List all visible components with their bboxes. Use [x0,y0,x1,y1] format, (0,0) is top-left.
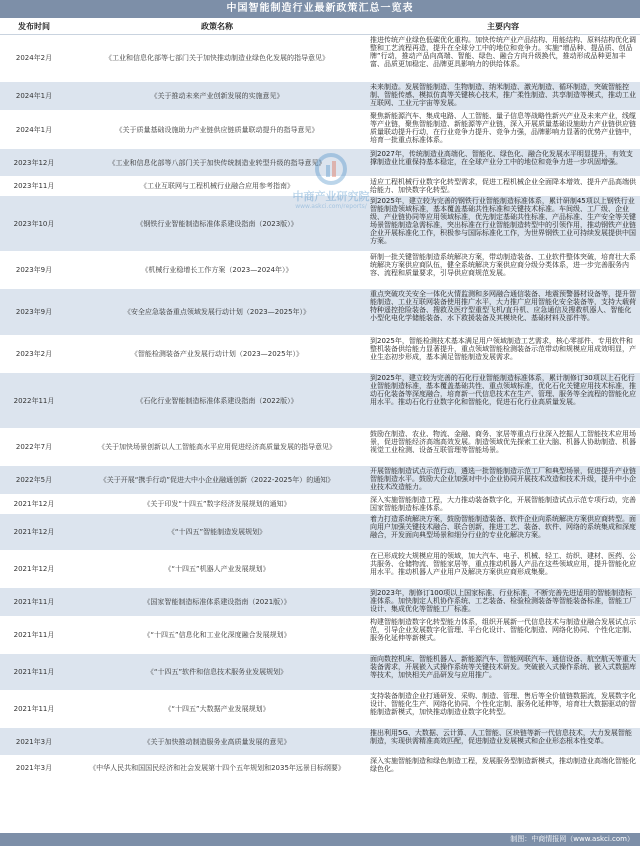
row-policy-name: 《“十四五”信息化和工业化深度融合发展规划》 [143,631,291,639]
table-row [0,514,640,551]
row-content: 鼓励在制造、农业、物流、金融、商务、家居等重点行业深入挖掘人工智能技术应用场景，促进智能经济高端高效发展。制造领域优先探索工业大脑、机器人协助制造、机器视觉工业检测、设备互联管理等智能场景。 [370,430,636,454]
table-row [0,373,640,429]
row-date: 2023年11月 [13,182,55,190]
row-content: 适应工程机械行业数字化转型需求，促进工程机械企业全面降本增效、提升产品高端供给能力、加快数字化转型。 [370,178,636,194]
table-row [0,466,640,495]
row-date: 2021年11月 [13,598,55,606]
table-title: 中国智能制造行业最新政策汇总一览表 [0,0,640,18]
row-date: 2023年9月 [15,266,53,274]
table-row [0,588,640,617]
row-content: 聚焦新能源汽车、集成电路、人工智能、量子信息等战略性新兴产业及未来产业，线缆等产业链，聚焦智能制造、新能源等产业链，深入开展质量基础设施助力产业链供应链质量联动提升行动，在行业竞争力提升、竞争力强，品牌影响力显著的优势产业链中，培育一批重点标准体系。 [370,112,636,144]
table-row [0,289,640,336]
table-row [0,149,640,177]
table-row [0,429,640,466]
watermark-name: 中商产业研究院 [292,190,370,203]
row-policy-name: 《钢铁行业智能制造标准体系建设指南（2023版）》 [136,219,298,228]
row-content: 构建智能制造数字化转型能力体系，组织开展新一代信息技术与制造业融合发展试点示范，引导企业发展数字化管理、平台化设计、智能化制造、网络化协同、个性化定制、服务化延伸等新模式。 [370,618,636,642]
row-policy-name: 《关于印发“十四五”数字经济发展规划的通知》 [143,500,291,508]
row-policy-name: 《工业和信息化部等八部门关于加快传统制造业转型升级的指导意见》 [108,158,326,167]
row-date: 2022年11月 [13,396,55,405]
row-content: 支持装备制造企业打通研发、采购、制造、管理、售后等全价值链数据流，发展数字化设计、智能化生产、网络化协同、个性化定制、服务化延伸等，培育壮大数据驱动的智能制造新模式，加快推动制造业数字化转型。 [370,692,636,716]
table-row [0,336,640,373]
row-date: 2023年2月 [15,350,53,358]
table-row [0,177,640,196]
table-row [0,617,640,654]
row-date: 2023年12月 [13,158,55,167]
table-header [0,18,640,35]
row-date: 2022年5月 [15,476,53,484]
row-policy-name: 《安全应急装备重点领域发展行动计划（2023—2025年）》 [123,308,311,316]
header-date: 发布时间 [18,21,50,31]
table-row [0,691,640,728]
row-date: 2021年11月 [13,631,55,639]
row-content: 到2023年，制修订100项以上国家标准、行业标准，不断完善先进适用的智能制造标准体系。加快制定人机协作系统、工艺装备、检验检测装备等智能装备标准，智能工厂设计、集成优化等智能工厂标准。 [370,589,636,613]
row-policy-name: 《国家智能制造标准体系建设指南（2021版）》 [143,598,291,606]
row-content: 重点突破攻关安全一体化火情监测和多网融合通信装备、地震预警器材设备等，提升智能制造、工业互联网装备使用推广水平，大力推广应用智能化安全装备等，支持大载荷特种遥控抢险装备、搜救及医疗型重型飞机/直升机、应急通信及搜救机器人、智能化小型化电化学储能装备、水下救援装备及其模块化、基础材料及部件等。 [370,290,636,322]
row-policy-name: 《石化行业智能制造标准体系建设指南（2022版）》 [136,396,298,405]
table-row [0,252,640,289]
row-date: 2022年7月 [15,443,53,451]
row-date: 2021年12月 [13,500,55,508]
row-content: 研制一批关键智能制造系统解决方案，带动制造装备、工业软件整体突破，培育壮大系统解决方案供应商队伍，健全系统解决方案供应商分级分类体系，进一步完善服务内容、流程和质量要求，引导供应商规范发展。 [370,253,636,277]
row-content: 开展智能制造试点示范行动，遴选一批智能制造示范工厂和典型场景，促进提升产业链智能制造水平。鼓励大企业加强对中小企业协同开展技术改造和技术升级，提升中小企业技术改造能力。 [370,467,636,491]
row-policy-name: 《关于加快推动制造服务业高质量发展的意见》 [143,737,291,746]
row-date: 2024年1月 [15,125,53,134]
row-policy-name: 《工业互联网与工程机械行业融合应用参考指南》 [140,182,294,190]
row-content: 到2025年，建立较为完善的钢铁行业智能制造标准体系，累计研制45项以上钢铁行业智能制造领域标准，基本覆盖基础共性标准和关键技术标准。车间级、工厂级、企业级、产业链协同等应用领域标准，优先制定基础共性标准、产品标准、生产安全等关键场景智能制造急需标准，突出标准在行业智能制造转型中的引领作用，推动钢铁产业链企业开展标准化工作，积极参与国际标准化工作，为世界钢铁工业可持续发展提供中国方案。 [370,197,636,245]
row-date: 2021年3月 [15,763,53,772]
row-date: 2024年2月 [15,54,53,62]
row-content: 推进传统产业绿色低碳优化重构。加快传统产业产品结构、用能结构、原料结构优化调整和工艺流程再造，提升在全球分工中的地位和竞争力。实施“增品种、提品质、创品牌”行动，推动产品向高端、智能、绿色、融合方向升级换代，推动形成品种更加丰富、品质更加稳定、品牌更具影响力的供给体系。 [370,36,636,68]
row-content: 深入实施智能制造工程，大力推动装备数字化，开展智能制造试点示范专项行动，完善国家智能制造标准体系。 [370,496,636,512]
row-policy-name: 《智能检测装备产业发展行动计划（2023—2025年）》 [130,350,304,358]
row-date: 2023年9月 [15,308,53,316]
row-policy-name: 《中华人民共和国国民经济和社会发展第十四个五年规划和2035年远景目标纲要》 [89,763,345,772]
row-policy-name: 《关于加快场景创新以人工智能高水平应用促进经济高质量发展的指导意见》 [98,443,336,451]
table-row [0,728,640,756]
row-date: 2023年10月 [13,219,55,228]
table-body [0,35,640,780]
row-policy-name: 《工业和信息化部等七部门关于加快推动制造业绿色化发展的指导意见》 [105,54,329,62]
row-content: 面向数控机床、智能机器人、新能源汽车、智能网联汽车、通信设备、航空航天等重大装备需求，开展嵌入式操作系统等关键技术研发。突破嵌入式操作系统、嵌入式数据库等技术，加快相关产品研发与应用推广。 [370,655,636,679]
watermark-url: www.askci.com/reports/ [295,203,367,210]
table-row [0,551,640,588]
table-row [0,111,640,149]
row-policy-name: 《关于开展“携手行动”促进大中小企业融通创新（2022-2025年）的通知》 [99,476,335,484]
table-row [0,35,640,82]
header-content: 主要内容 [487,21,519,31]
row-policy-name: 《“十四五”机器人产业发展规划》 [164,565,270,573]
row-content: 深入实施智能制造和绿色制造工程，发展服务型制造新模式，推动制造业高端化智能化绿色化。 [370,757,636,773]
footer-credit: 制图：中商情报网（www.askci.com） [0,833,640,846]
row-date: 2021年12月 [13,565,55,573]
row-policy-name: 《关于推动未来产业创新发展的实施意见》 [150,92,284,100]
row-content: 着力打造系统解决方案，鼓励智能制造装备、软件企业向系统解决方案供应商转型。面向用户加强关键技术融合、联合创新，推进工艺、装备、软件、网络的系统集成和深度融合，开发面向典型场景和细分行业的专业化解决方案。 [370,515,636,539]
row-content: 在已形成较大规模应用的领域，加大汽车、电子、机械、轻工、纺织、建材、医药、公共服务、仓储物流、智能家居等，重点推动机器人产品在这些领域应用，提升智能化应用水平。推动机器人产业用户及解决方案供应商形成集聚。 [370,552,636,576]
row-policy-name: 《“十四五”智能制造发展规划》 [167,528,267,536]
table-row [0,196,640,252]
row-date: 2021年12月 [13,528,55,536]
row-content: 到2027年，传统制造业高端化、智能化、绿色化、融合化发展水平明显提升，有效支撑制造业比重保持基本稳定，在全球产业分工中的地位和竞争力进一步巩固增强。 [370,150,633,166]
row-date: 2021年11月 [13,668,55,676]
row-policy-name: 《“十四五”大数据产业发展规划》 [164,705,270,713]
header-name: 政策名称 [201,21,233,31]
table-row [0,756,640,780]
row-policy-name: 《关于质量基础设施助力产业链供应链质量联动提升的指导意见》 [115,125,319,134]
row-policy-name: 《“十四五”软件和信息技术服务业发展规划》 [146,668,288,676]
row-date: 2021年3月 [15,737,53,746]
row-content: 到2025年，智能检测技术基本满足用户领域制造工艺需求，核心零部件、专用软件和整机装备供给能力显著提升，重点领域智能检测装备示范带动和规模应用成效明显，产业生态初步形成，基本满足智能制造发展需求。 [370,337,636,361]
row-content: 到2025年，建立较为完善的石化行业智能制造标准体系，累计制修订30项以上石化行业智能制造标准，基本覆盖基础共性、重点领域标准，优化石化关键应用技术标准，推动石化装备等深度融合，培育新一代信息技术在生产、管理、服务等全流程的智能化应用水平。推动石化行业数字化和智能化，促进石化行业高质量发展。 [370,374,636,406]
row-policy-name: 《机械行业稳增长工作方案（2023—2024年）》 [141,266,293,274]
row-date: 2021年11月 [13,705,55,713]
row-content: 推出利用5G、大数据、云计算、人工智能、区块链等新一代信息技术，大力发展智能制造，实现供需精准高效匹配，促进制造业发展模式和企业形态根本性变革。 [370,729,632,745]
table-row [0,495,640,514]
row-content: 未来制造。发展智能制造、生物制造、纳米制造、激光制造、循环制造，突破智能控制、智能传感、模拟仿真等关键核心技术，推广柔性制造、共享制造等模式，推动工业互联网、工业元宇宙等发展。 [370,83,636,107]
table-row [0,654,640,691]
row-date: 2024年1月 [15,92,53,100]
table-row [0,82,640,111]
